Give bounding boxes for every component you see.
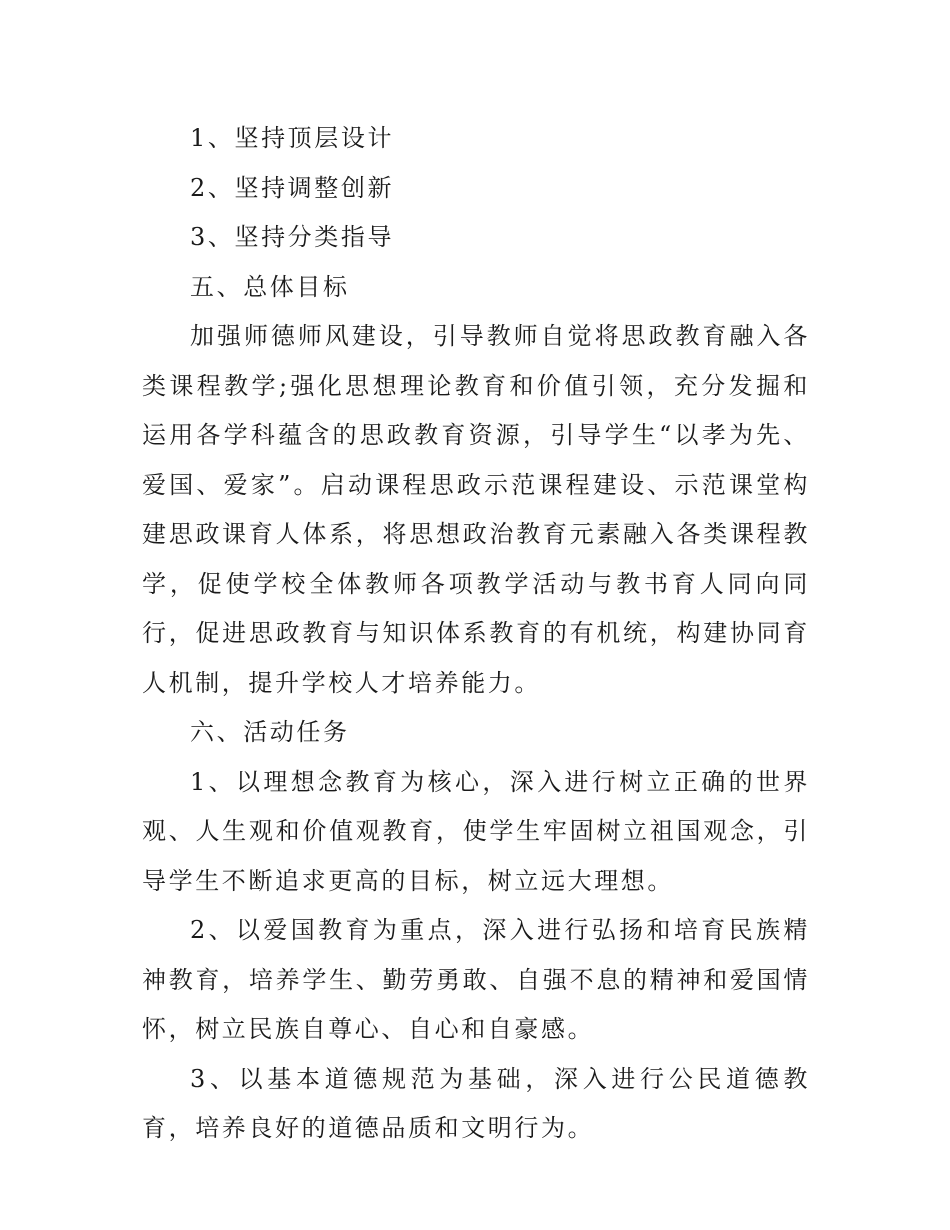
paragraph-task-2: 2、以爱国教育为重点，深入进行弘扬和培育民族精神教育，培养学生、勤劳勇敢、自强不息的精神和爱国情怀，树立民族自尊心、自心和自豪感。 [142, 916, 810, 1043]
document-body [142, 114, 810, 1154]
paragraph-task-3: 3、以基本道德规范为基础，深入进行公民道德教育，培养良好的道德品质和文明行为。 [142, 1064, 810, 1142]
section-heading-overall-goals: 五、总体目标 [190, 272, 350, 301]
list-item-adjust-innovate: 2、坚持调整创新 [190, 173, 395, 202]
section-heading-activity-tasks: 六、活动任务 [190, 718, 350, 746]
paragraph-overall-goals: 加强师德师风建设，引导教师自觉将思政教育融入各类课程教学;强化思想理论教育和价值引领，充分发掘和运用各学科蕴含的思政教育资源，引导学生“以孝为先、爱国、爱家”。启动课程思政示范课程建设、示范课堂构建思政课育人体系，将思想政治教育元素融入各类课程教学，促使学校全体教师各项教学活动与教书育人同向同行，促进思政教育与知识体系教育的有机统，构建协同育人机制，提升学校人才培养能力。 [142, 322, 810, 697]
list-item-category-guidance: 3、坚持分类指导 [190, 223, 395, 251]
paragraph-task-1: 1、以理想念教育为核心，深入进行树立正确的世界观、人生观和价值观教育，使学生牢固树立祖国观念，引导学生不断追求更高的目标，树立远大理想。 [142, 767, 810, 895]
list-item-top-level-design: 1、坚持顶层设计 [190, 124, 395, 152]
